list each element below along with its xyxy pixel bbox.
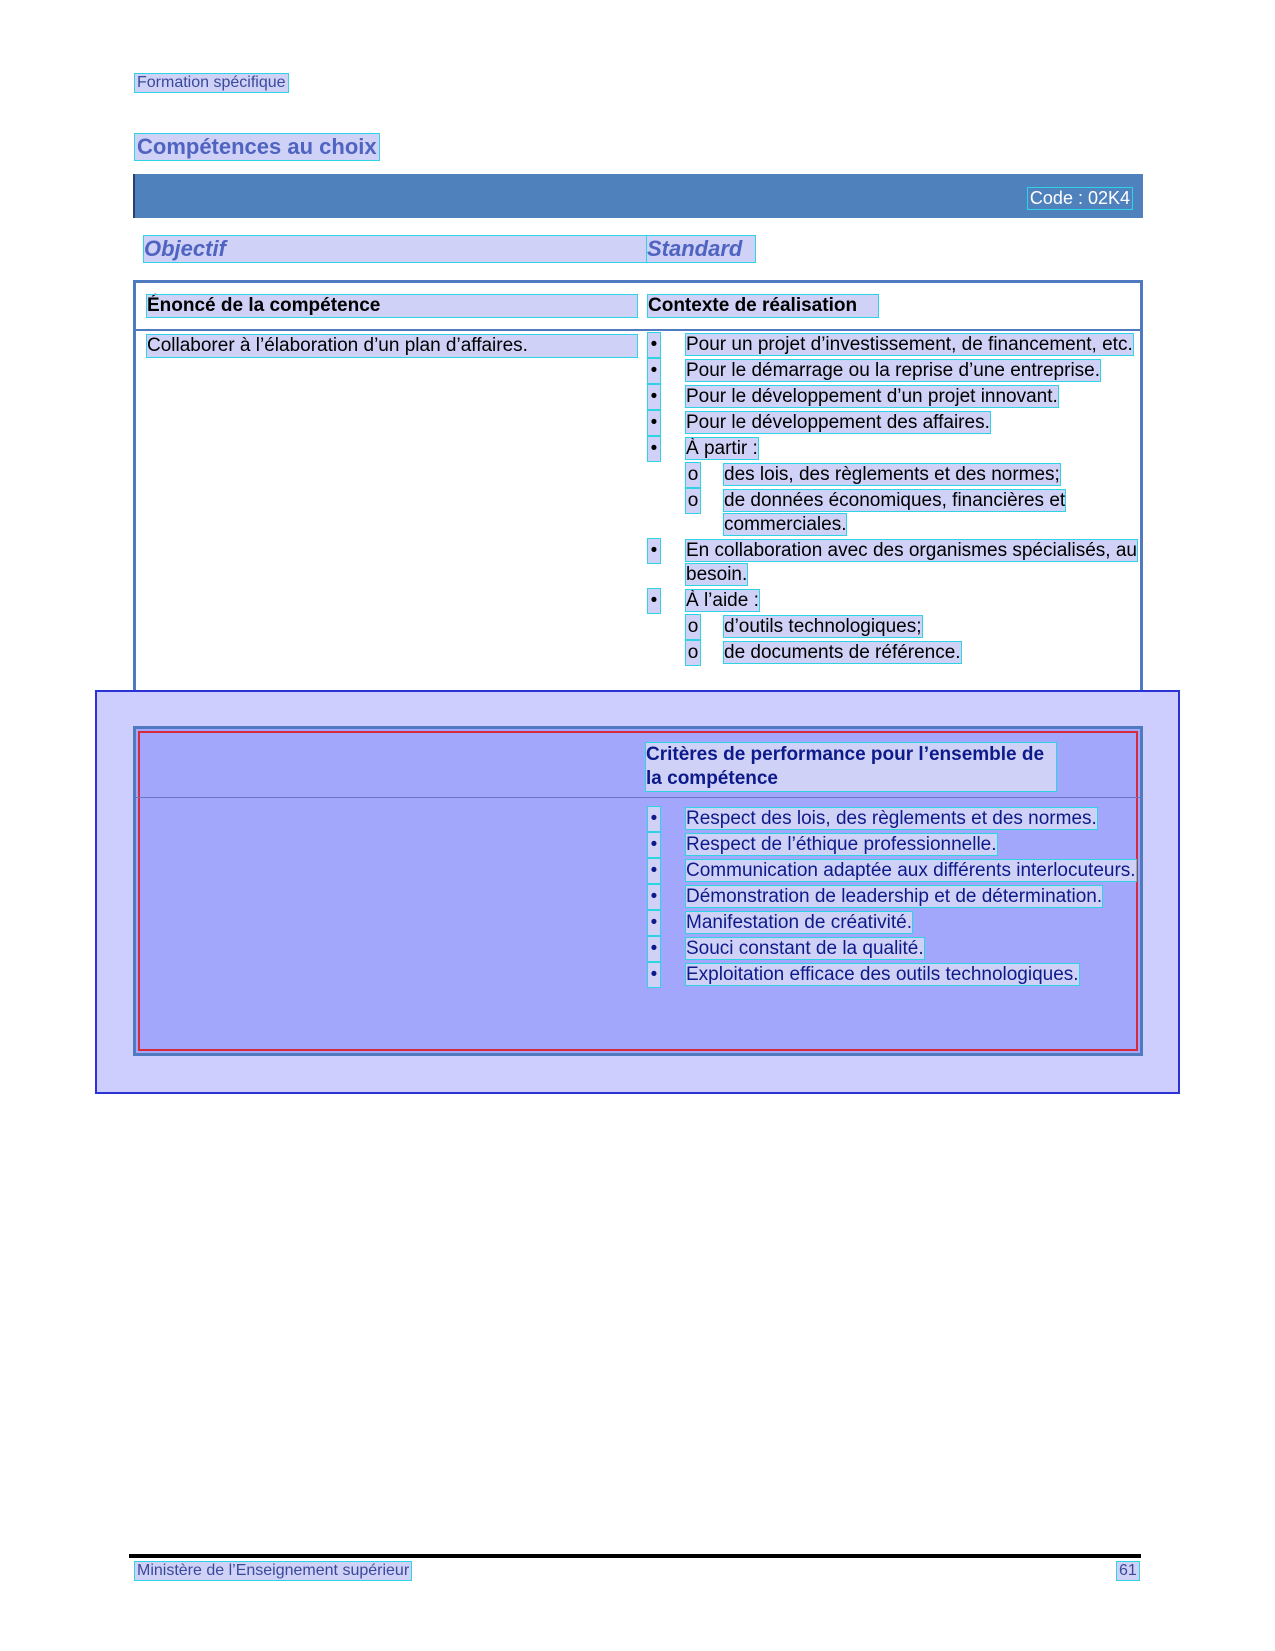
list-item [648, 807, 1136, 831]
context-header: Contexte de réalisation [648, 295, 878, 317]
list-item [648, 641, 1140, 665]
list-item-text: Pour un projet d’investissement, de financement, etc. [686, 334, 1133, 355]
bullet-icon: • [648, 539, 660, 563]
page-number: 61 [1119, 1562, 1137, 1579]
context-list [648, 333, 1140, 667]
performance-header: Critères de performance pour l’ensemble de la compétence [646, 743, 1056, 791]
bullet-icon: • [648, 333, 660, 357]
list-item-text: d’outils technologiques; [724, 616, 922, 637]
list-item [648, 859, 1136, 883]
sub-bullet-icon: o [687, 464, 699, 485]
list-item [648, 615, 1140, 639]
list-item [648, 833, 1136, 857]
list-item [648, 589, 1140, 613]
code-bar [133, 174, 1143, 218]
list-item-text: En collaboration avec des organismes spécialisés, au besoin. [686, 540, 1137, 585]
list-item-text: Démonstration de leadership et de détermination. [686, 886, 1103, 907]
bullet-icon: • [648, 885, 660, 909]
running-head: Formation spécifique [137, 74, 286, 91]
competence-statement: Collaborer à l’élaboration d’un plan d’affaires. [147, 335, 637, 357]
list-item-text: de données économiques, financières et commerciales. [724, 490, 1066, 535]
sub-bullet-icon: o [687, 642, 699, 663]
performance-criteria-list [648, 807, 1136, 989]
list-item-text: Pour le développement d’un projet innovant. [686, 386, 1058, 407]
competence-table [133, 280, 1143, 714]
list-item [648, 963, 1136, 987]
list-item-text: Manifestation de créativité. [686, 912, 913, 933]
bullet-icon: • [648, 911, 660, 935]
bullet-icon: • [648, 385, 660, 409]
bullet-icon: • [648, 937, 660, 961]
list-item [648, 463, 1140, 487]
footer-rule [129, 1554, 1141, 1558]
footer-ministry: Ministère de l’Enseignement supérieur [137, 1562, 410, 1579]
list-item-text: Communication adaptée aux différents interlocuteurs. [686, 860, 1136, 881]
bullet-icon: • [648, 359, 660, 383]
list-item-text: de documents de référence. [724, 642, 961, 663]
list-item [648, 911, 1136, 935]
bullet-icon: • [648, 437, 660, 461]
section-title: Compétences au choix [137, 134, 377, 159]
list-item-text: des lois, des règlements et des normes; [724, 464, 1060, 485]
list-item-text: Respect des lois, des règlements et des normes. [686, 808, 1097, 829]
bullet-icon: • [648, 589, 660, 613]
list-item [648, 885, 1136, 909]
list-item [648, 437, 1140, 461]
list-item [648, 385, 1140, 409]
list-item [648, 937, 1136, 961]
performance-table [133, 726, 1143, 1056]
sub-bullet-icon: o [687, 616, 699, 637]
list-item [648, 411, 1140, 435]
list-item-text: Respect de l’éthique professionnelle. [686, 834, 997, 855]
bullet-icon: • [648, 963, 660, 987]
sub-bullet-icon: o [687, 490, 699, 511]
list-item-text: Pour le développement des affaires. [686, 412, 990, 433]
statement-header: Énoncé de la compétence [147, 295, 637, 317]
objectif-label: Objectif [144, 236, 649, 262]
list-item-text: À l’aide : [686, 590, 759, 611]
list-item [648, 359, 1140, 383]
bullet-icon: • [648, 859, 660, 883]
list-item-text: Exploitation efficace des outils technologiques. [686, 964, 1079, 985]
list-item [648, 489, 1140, 537]
list-item-text: À partir : [686, 438, 758, 459]
list-item-text: Souci constant de la qualité. [686, 938, 924, 959]
bullet-icon: • [648, 833, 660, 857]
list-item-text: Pour le démarrage ou la reprise d’une entreprise. [686, 360, 1101, 381]
list-item [648, 539, 1140, 587]
bullet-icon: • [648, 411, 660, 435]
competency-code: Code : 02K4 [1029, 188, 1130, 208]
table-divider [136, 329, 1140, 331]
list-item [648, 333, 1140, 357]
bullet-icon: • [648, 807, 660, 831]
performance-divider [136, 797, 1140, 798]
standard-label: Standard [647, 236, 755, 262]
